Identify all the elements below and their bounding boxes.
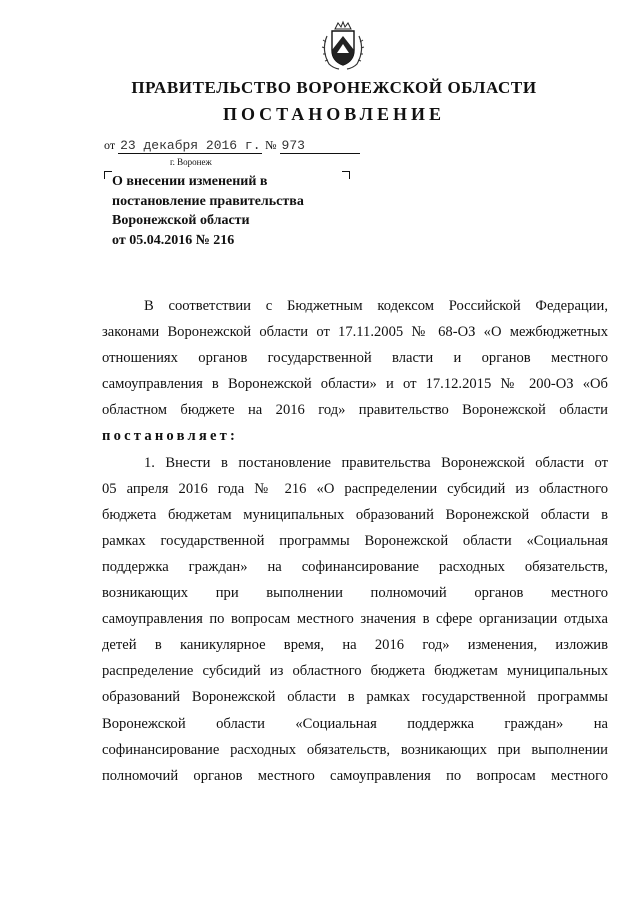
government-title: ПРАВИТЕЛЬСТВО ВОРОНЕЖСКОЙ ОБЛАСТИ [131, 78, 537, 97]
resolution-word: постановляет: [102, 428, 239, 445]
body-line: образований Воронежской области в рамках государственной программы [102, 689, 608, 706]
body-line: законами Воронежской области от 17.11.2005 № 68-ОЗ «О межбюджетных [102, 324, 608, 341]
document-type: ПОСТАНОВЛЕНИЕ [222, 104, 446, 124]
body-line: поддержка граждан» на софинансирование расходных обязательств, [102, 558, 608, 575]
subject-line: Воронежской области [112, 213, 250, 228]
from-label: от [104, 138, 116, 152]
document-body [102, 293, 608, 789]
body-line: распределение субсидий из областного бюджета бюджетам муниципальных [102, 663, 608, 680]
body-line: самоуправления в Воронежской области» и от 17.12.2015 № 200-ОЗ «Об [102, 376, 608, 393]
number-label: № [265, 138, 277, 152]
coat-of-arms-emblem [317, 20, 369, 72]
body-line: возникающих при выполнении полномочий органов местного [102, 585, 608, 602]
city-label: г. Воронеж [170, 157, 212, 167]
body-line: софинансирование расходных обязательств, возникающих при выполнении [102, 741, 608, 758]
subject-corner-left [104, 171, 112, 179]
body-line: 05 апреля 2016 года № 216 «О распределении субсидий из областного [102, 480, 608, 497]
registration-line [104, 138, 360, 154]
document-subject [112, 172, 352, 250]
subject-line: от 05.04.2016 № 216 [112, 232, 235, 248]
body-line: детей в каникулярное время, на 2016 год» изменения, изложив [102, 637, 608, 654]
body-line: самоуправления по вопросам местного значения в сфере организации отдыха [102, 611, 608, 628]
subject-line: постановление правительства [112, 193, 304, 209]
body-line: бюджета бюджетам муниципальных образований Воронежской области в [102, 506, 608, 523]
body-line: Воронежской области «Социальная поддержка граждан» на [102, 715, 608, 732]
subject-line: О внесении изменений в [112, 174, 268, 189]
document-date: 23 декабря 2016 г. [120, 138, 261, 153]
body-line: 1. Внести в постановление правительства Воронежской области от [144, 454, 608, 471]
document-number: 973 [280, 138, 360, 154]
body-line: полномочий органов местного самоуправления по вопросам местного [102, 767, 608, 784]
body-line: отношениях органов государственной власти и органов местного [102, 350, 608, 367]
body-line: В соответствии с Бюджетным кодексом Российской Федерации, [144, 298, 608, 314]
body-line: областном бюджете на 2016 год» правительство Воронежской области [102, 402, 608, 419]
body-line: рамках государственной программы Воронежской области «Социальная [102, 532, 608, 549]
